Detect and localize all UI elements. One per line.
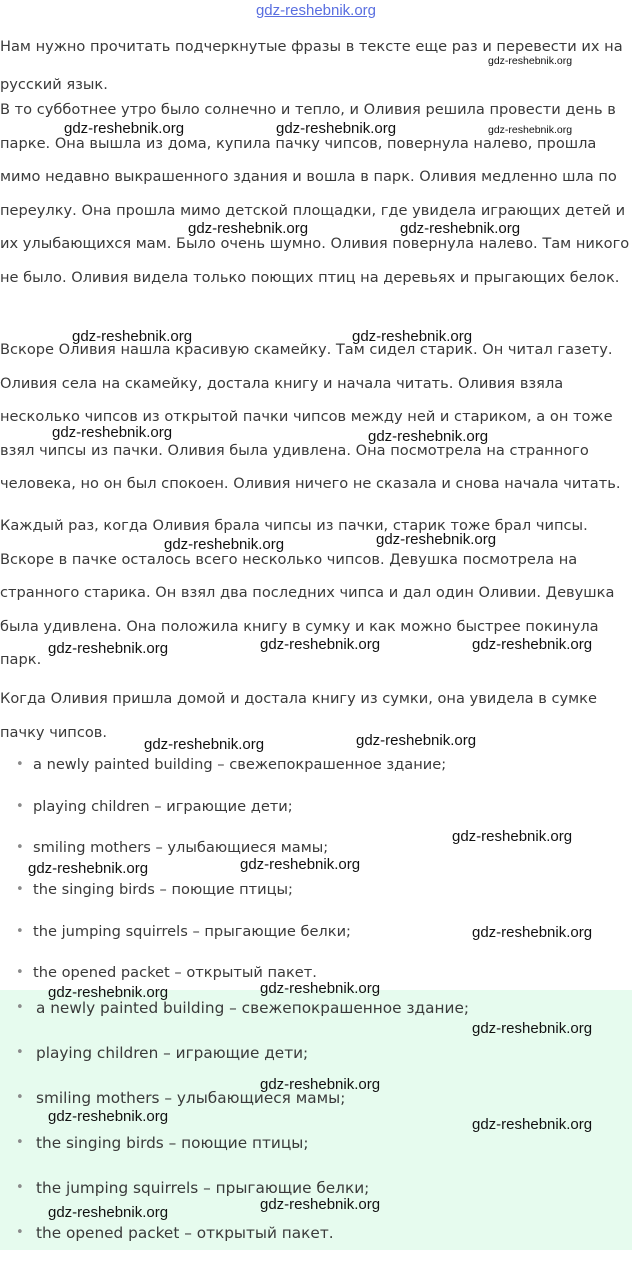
- watermark: gdz-reshebnik.org: [260, 636, 381, 653]
- watermark: gdz-reshebnik.org: [72, 328, 193, 345]
- watermark: gdz-reshebnik.org: [452, 828, 573, 845]
- list-item: • smiling mothers – улыбающиеся мамы;: [0, 1082, 632, 1127]
- watermark: gdz-reshebnik.org: [48, 984, 169, 1001]
- watermark: gdz-reshebnik.org: [276, 120, 397, 137]
- story-paragraph-3: Каждый раз, когда Оливия брала чипсы из пачки, старик тоже брал чипсы. Вскоре в пачке осталось всего несколько чипсов. Девушка посмотрела на странного старика. Он взял два последних чипса и дал один Оливии. Девушка была удивлена. Она положила книгу в сумку и как можно быстрее покинула парк.: [0, 517, 615, 668]
- watermark: gdz-reshebnik.org: [48, 1108, 169, 1125]
- watermark: gdz-reshebnik.org: [352, 328, 473, 345]
- watermark: gdz-reshebnik.org: [260, 980, 381, 997]
- watermark: gdz-reshebnik.org: [488, 55, 573, 67]
- list-item: • the jumping squirrels – прыгающие белки;: [0, 917, 632, 959]
- story-paragraph-1: В то субботнее утро было солнечно и тепло, и Оливия решила провести день в парке. Она вышла из дома, купила пачку чипсов, повернула налево, прошла мимо недавно выкрашенного здания и вошла в парк. Оливия медленно шла по переулку. Она прошла мимо детской площадки, где увидела играющих детей и их улыбающихся мам. Было очень шумно. Оливия повернула налево. Там никого не было. Оливия видела только поющих птиц на деревьях и прыгающих белок.: [0, 101, 630, 286]
- watermark: gdz-reshebnik.org: [472, 636, 593, 653]
- site-title-link[interactable]: gdz-reshebnik.org: [255, 2, 377, 19]
- list-item: • playing children – играющие дети;: [0, 792, 632, 834]
- watermark: gdz-reshebnik.org: [472, 924, 593, 941]
- watermark: gdz-reshebnik.org: [64, 120, 185, 137]
- watermark: gdz-reshebnik.org: [260, 1076, 381, 1093]
- watermark: gdz-reshebnik.org: [48, 640, 169, 657]
- list-item: • the singing birds – поющие птицы;: [0, 1127, 632, 1172]
- list-item: • the jumping squirrels – прыгающие белки;: [0, 1172, 632, 1217]
- watermark: gdz-reshebnik.org: [188, 220, 309, 237]
- story-paragraph-2: Вскоре Оливия нашла красивую скамейку. Там сидел старик. Он читал газету. Оливия села на скамейку, достала книгу и начала читать. Оливия взяла несколько чипсов из открытой пачки чипсов между ней и стариком, а он тоже взял чипсы из пачки. Оливия была удивлена. Она посмотрела на странного человека, но он был спокоен. Оливия ничего не сказала и снова начала читать.: [0, 341, 621, 492]
- list-item: • smiling mothers – улыбающиеся мамы;: [0, 833, 632, 875]
- watermark: gdz-reshebnik.org: [28, 860, 149, 877]
- story-paragraph-4: Когда Оливия пришла домой и достала книгу из сумки, она увидела в сумке пачку чипсов.: [0, 690, 597, 741]
- list-item: • a newly painted building – свежепокрашенное здание;: [0, 750, 632, 792]
- list-item: • the opened packet – открытый пакет.: [0, 958, 632, 1000]
- list-item: • playing children – играющие дети;: [0, 1037, 632, 1082]
- watermark: gdz-reshebnik.org: [52, 424, 173, 441]
- watermark: gdz-reshebnik.org: [400, 220, 521, 237]
- watermark: gdz-reshebnik.org: [472, 1020, 593, 1037]
- watermark: gdz-reshebnik.org: [48, 1204, 169, 1221]
- list-item: • the opened packet – открытый пакет.: [0, 1217, 632, 1262]
- watermark: gdz-reshebnik.org: [376, 531, 497, 548]
- watermark: gdz-reshebnik.org: [488, 124, 573, 136]
- watermark: gdz-reshebnik.org: [472, 1116, 593, 1133]
- intro-paragraph: Нам нужно прочитать подчеркнутые фразы в тексте еще раз и перевести их на русский язык.: [0, 38, 623, 93]
- watermark: gdz-reshebnik.org: [260, 1196, 381, 1213]
- list-item: • the singing birds – поющие птицы;: [0, 875, 632, 917]
- watermark: gdz-reshebnik.org: [356, 732, 477, 749]
- watermark: gdz-reshebnik.org: [368, 428, 489, 445]
- watermark: gdz-reshebnik.org: [240, 856, 361, 873]
- list-item: • a newly painted building – свежепокрашенное здание;: [0, 992, 632, 1037]
- watermark: gdz-reshebnik.org: [144, 736, 265, 753]
- watermark: gdz-reshebnik.org: [164, 536, 285, 553]
